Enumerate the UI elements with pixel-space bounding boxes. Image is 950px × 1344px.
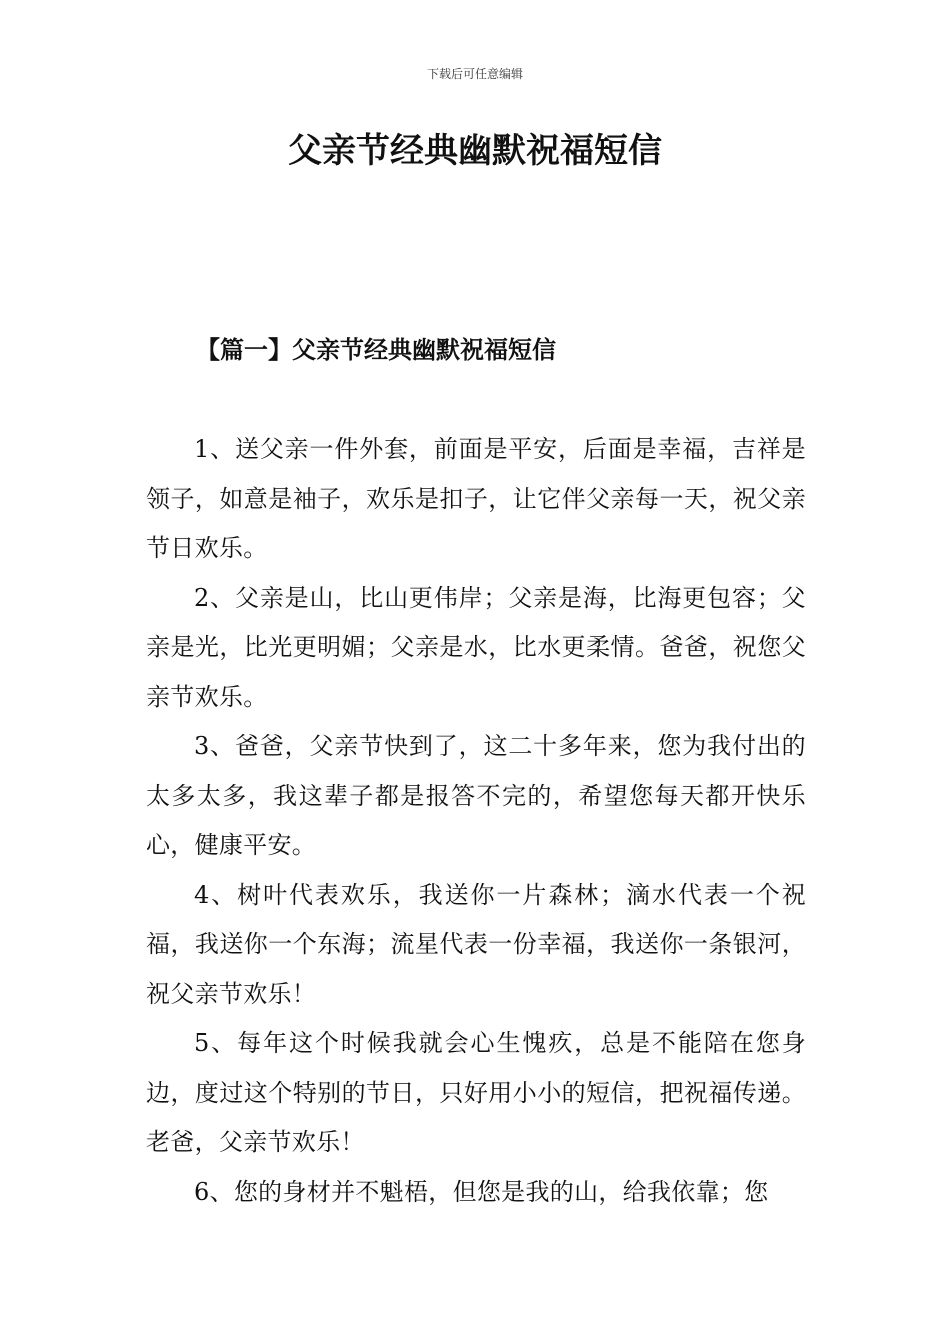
body-text <box>146 425 806 1217</box>
paragraph: 3、爸爸，父亲节快到了，这二十多年来，您为我付出的太多太多，我这辈子都是报答不完的，希望您每天都开快乐心，健康平安。 <box>146 732 806 859</box>
document-title: 父亲节经典幽默祝福短信 <box>288 131 662 171</box>
section-heading: 【篇一】父亲节经典幽默祝福短信 <box>196 335 556 364</box>
paragraph: 5、每年这个时候我就会心生愧疚，总是不能陪在您身边，度过这个特别的节日，只好用小小的短信，把祝福传递。老爸，父亲节欢乐！ <box>146 1029 806 1156</box>
header-note: 下载后可任意编辑 <box>426 67 523 81</box>
paragraph: 1、送父亲一件外套，前面是平安，后面是幸福，吉祥是领子，如意是袖子，欢乐是扣子，让它伴父亲每一天，祝父亲节日欢乐。 <box>146 435 806 562</box>
paragraph: 6、您的身材并不魁梧，但您是我的山，给我依靠；您 <box>194 1177 769 1206</box>
paragraph: 4、树叶代表欢乐，我送你一片森林；滴水代表一个祝福，我送你一个东海；流星代表一份幸福，我送你一条银河，祝父亲节欢乐！ <box>146 880 806 1008</box>
paragraph: 2、父亲是山，比山更伟岸；父亲是海，比海更包容；父亲是光，比光更明媚；父亲是水，比水更柔情。爸爸，祝您父亲节欢乐。 <box>146 583 806 711</box>
